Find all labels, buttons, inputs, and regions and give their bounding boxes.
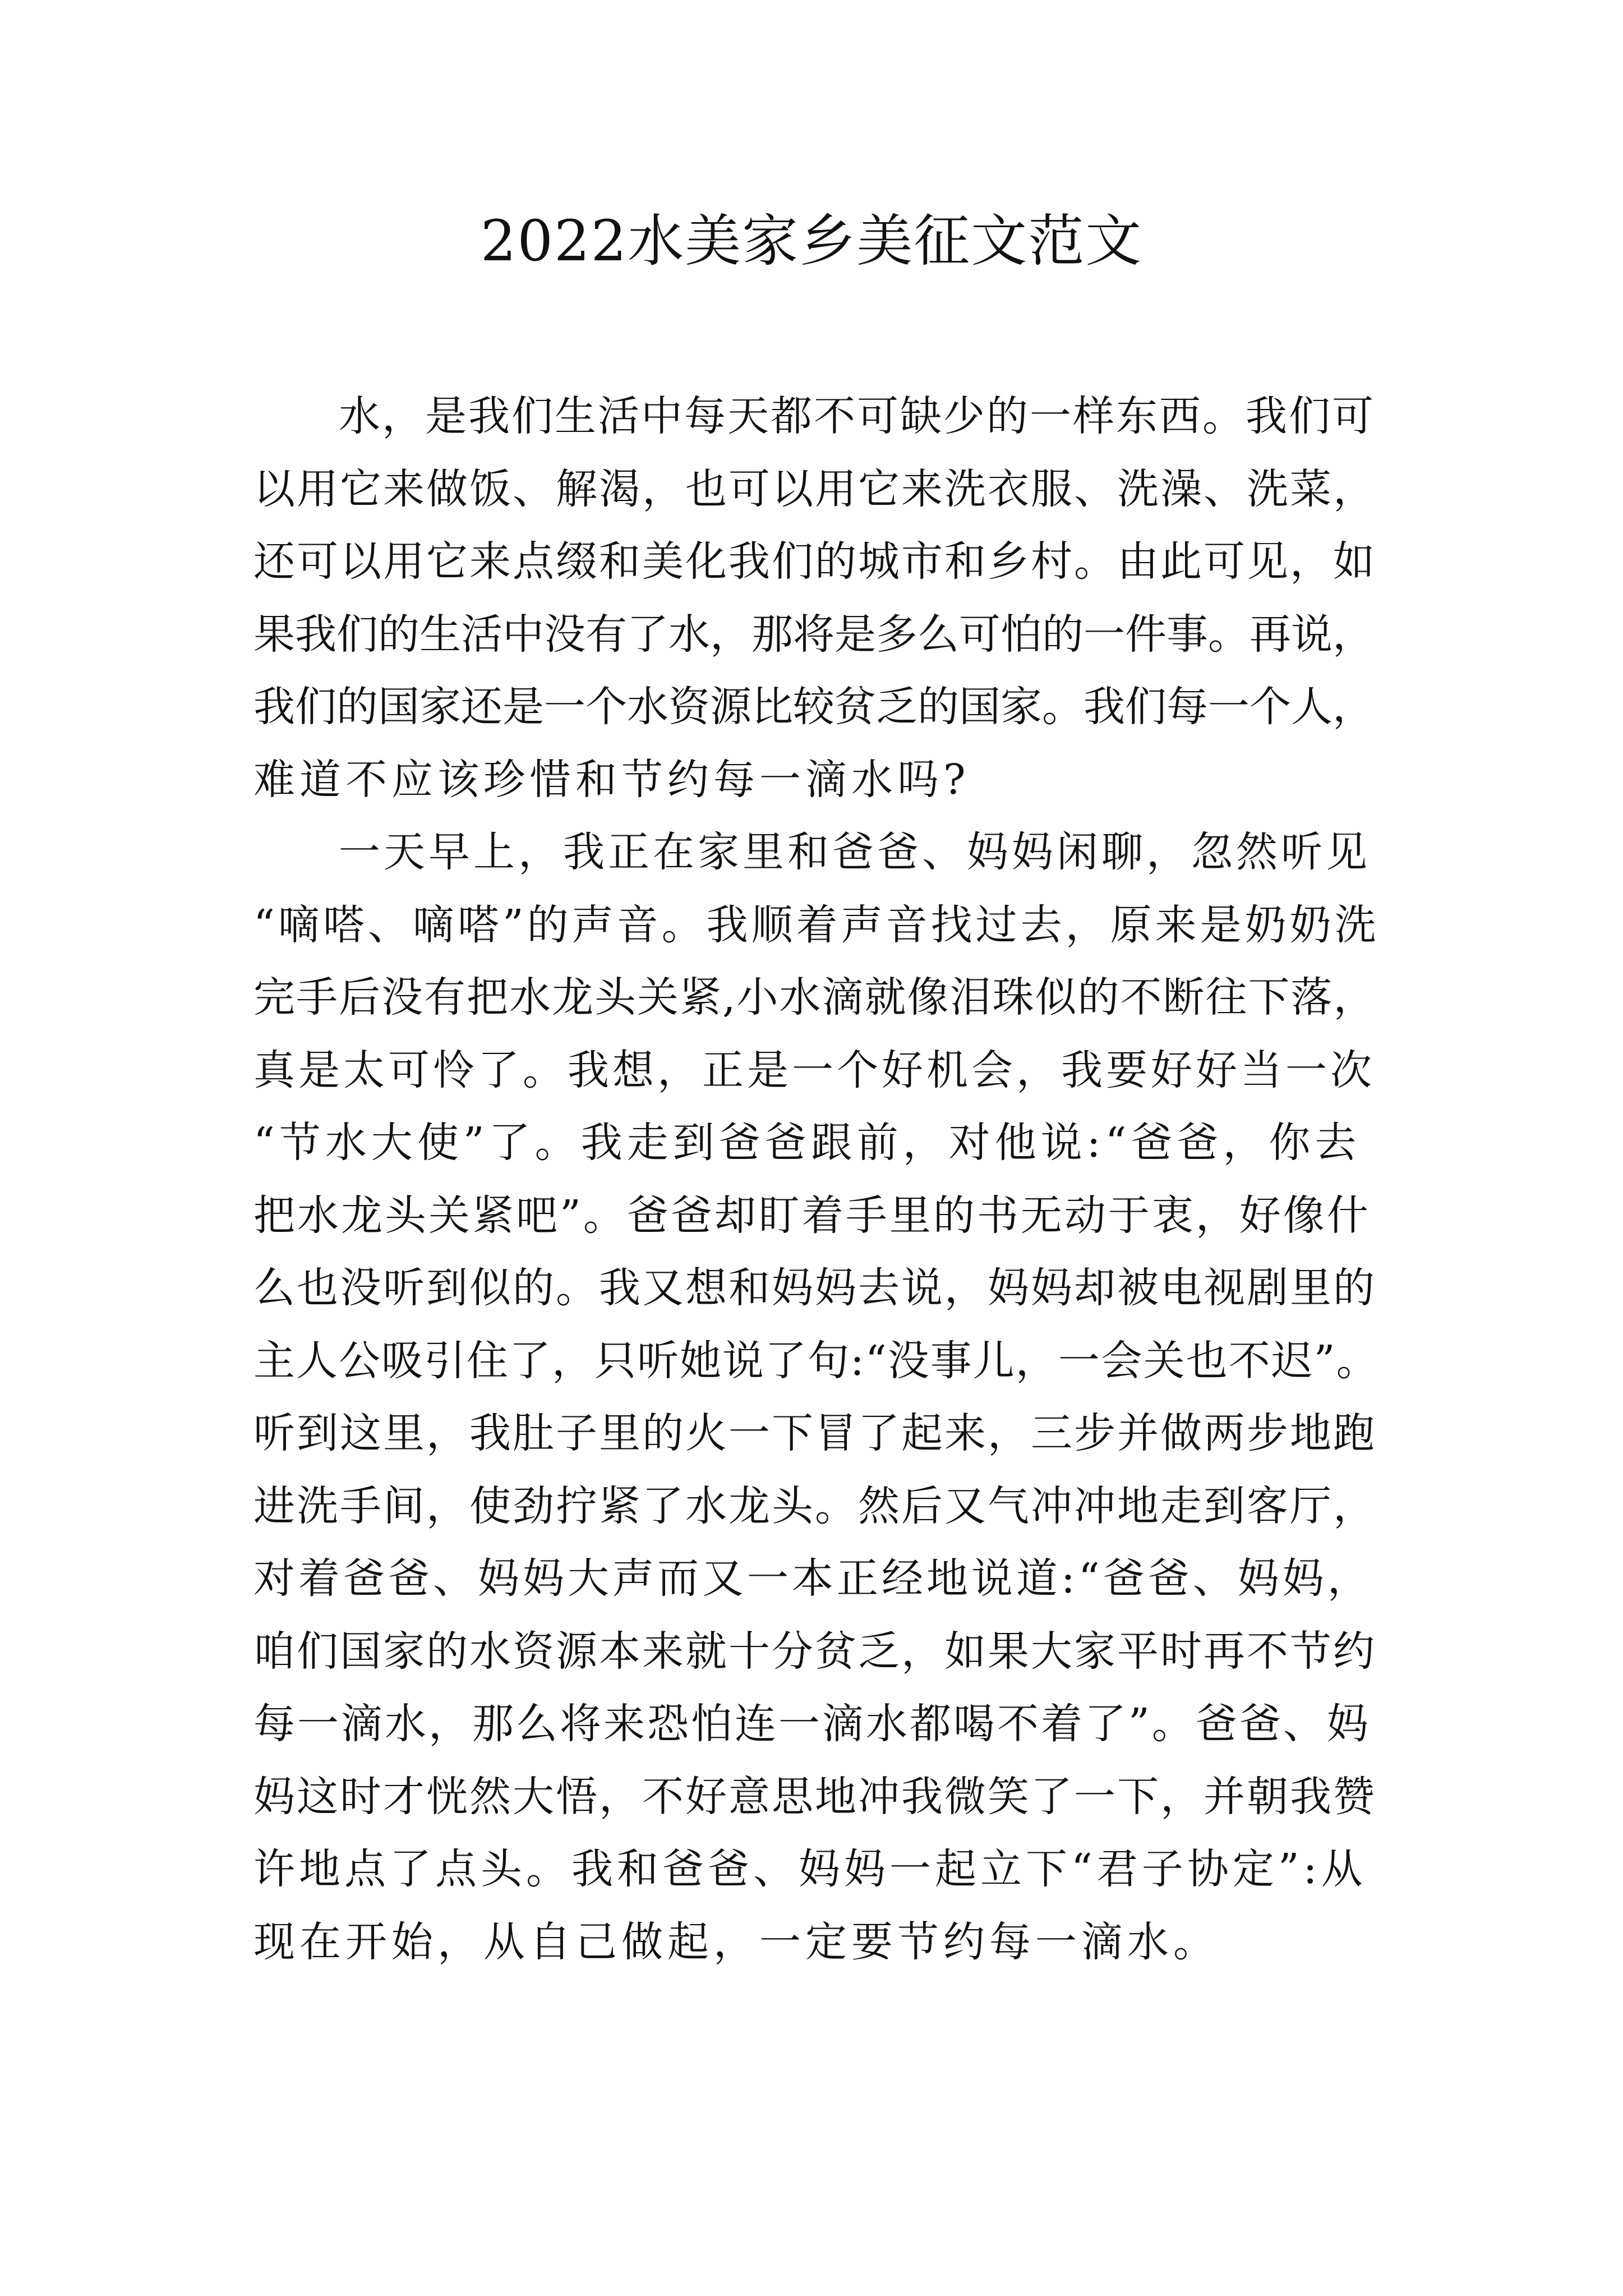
- text-line: 一天早上，我正在家里和爸爸、妈妈闲聊，忽然听见: [339, 828, 1371, 876]
- paragraph-2: [253, 816, 1381, 1978]
- text-line: 咱们国家的水资源本来就十分贫乏，如果大家平时再不节约: [253, 1627, 1376, 1676]
- document-body: [253, 380, 1381, 1978]
- text-line: 听到这里，我肚子里的火一下冒了起来，三步并做两步地跑: [253, 1409, 1376, 1457]
- text-line: 每一滴水，那么将来恐怕连一滴水都喝不着了”。爸爸、妈: [253, 1700, 1371, 1748]
- text-line: 主人公吸引住了，只听她说了句:“没事儿，一会关也不迟”。: [253, 1336, 1379, 1385]
- text-line: 妈这时才恍然大悟，不好意思地冲我微笑了一下，并朝我赞: [253, 1772, 1376, 1821]
- text-line: 进洗手间，使劲拧紧了水龙头。然后又气冲冲地走到客厅，: [253, 1481, 1376, 1530]
- text-line: 现在开始，从自己做起，一定要节约每一滴水。: [253, 1917, 1219, 1966]
- text-line: 么也没听到似的。我又想和妈妈去说，妈妈却被电视剧里的: [253, 1264, 1376, 1312]
- text-line: 真是太可怜了。我想，正是一个好机会，我要好好当一次: [253, 1046, 1375, 1094]
- paragraph-1: [253, 380, 1381, 816]
- text-line: 把水龙头关紧吧”。爸爸却盯着手里的书无动于衷，好像什: [253, 1191, 1371, 1240]
- text-line: “嘀嗒、嘀嗒”的声音。我顺着声音找过去，原来是奶奶洗: [253, 900, 1380, 949]
- text-line: 许地点了点头。我和爸爸、妈妈一起立下“君子协定”:从: [253, 1845, 1367, 1893]
- text-line: 还可以用它来点缀和美化我们的城市和乡村。由此可见，如: [253, 537, 1376, 586]
- text-line: 果我们的生活中没有了水，那将是多么可怕的一件事。再说，: [253, 610, 1374, 659]
- text-line: 以用它来做饭、解渴，也可以用它来洗衣服、洗澡、洗菜，: [253, 464, 1376, 513]
- text-line: 完手后没有把水龙头关紧,小水滴就像泪珠似的不断往下落，: [253, 973, 1376, 1022]
- document-title: 2022水美家乡美征文范文: [480, 208, 1143, 274]
- text-line: 我们的国家还是一个水资源比较贫乏的国家。我们每一个人，: [253, 683, 1374, 731]
- text-line: 水，是我们生活中每天都不可缺少的一样东西。我们可: [339, 392, 1375, 440]
- text-line: 对着爸爸、妈妈大声而又一本正经地说道:“爸爸、妈妈，: [253, 1554, 1372, 1603]
- text-line: “节水大使”了。我走到爸爸跟前，对他说:“爸爸，你去: [253, 1119, 1361, 1167]
- text-line: 难道不应该珍惜和节约每一滴水吗?: [253, 755, 970, 804]
